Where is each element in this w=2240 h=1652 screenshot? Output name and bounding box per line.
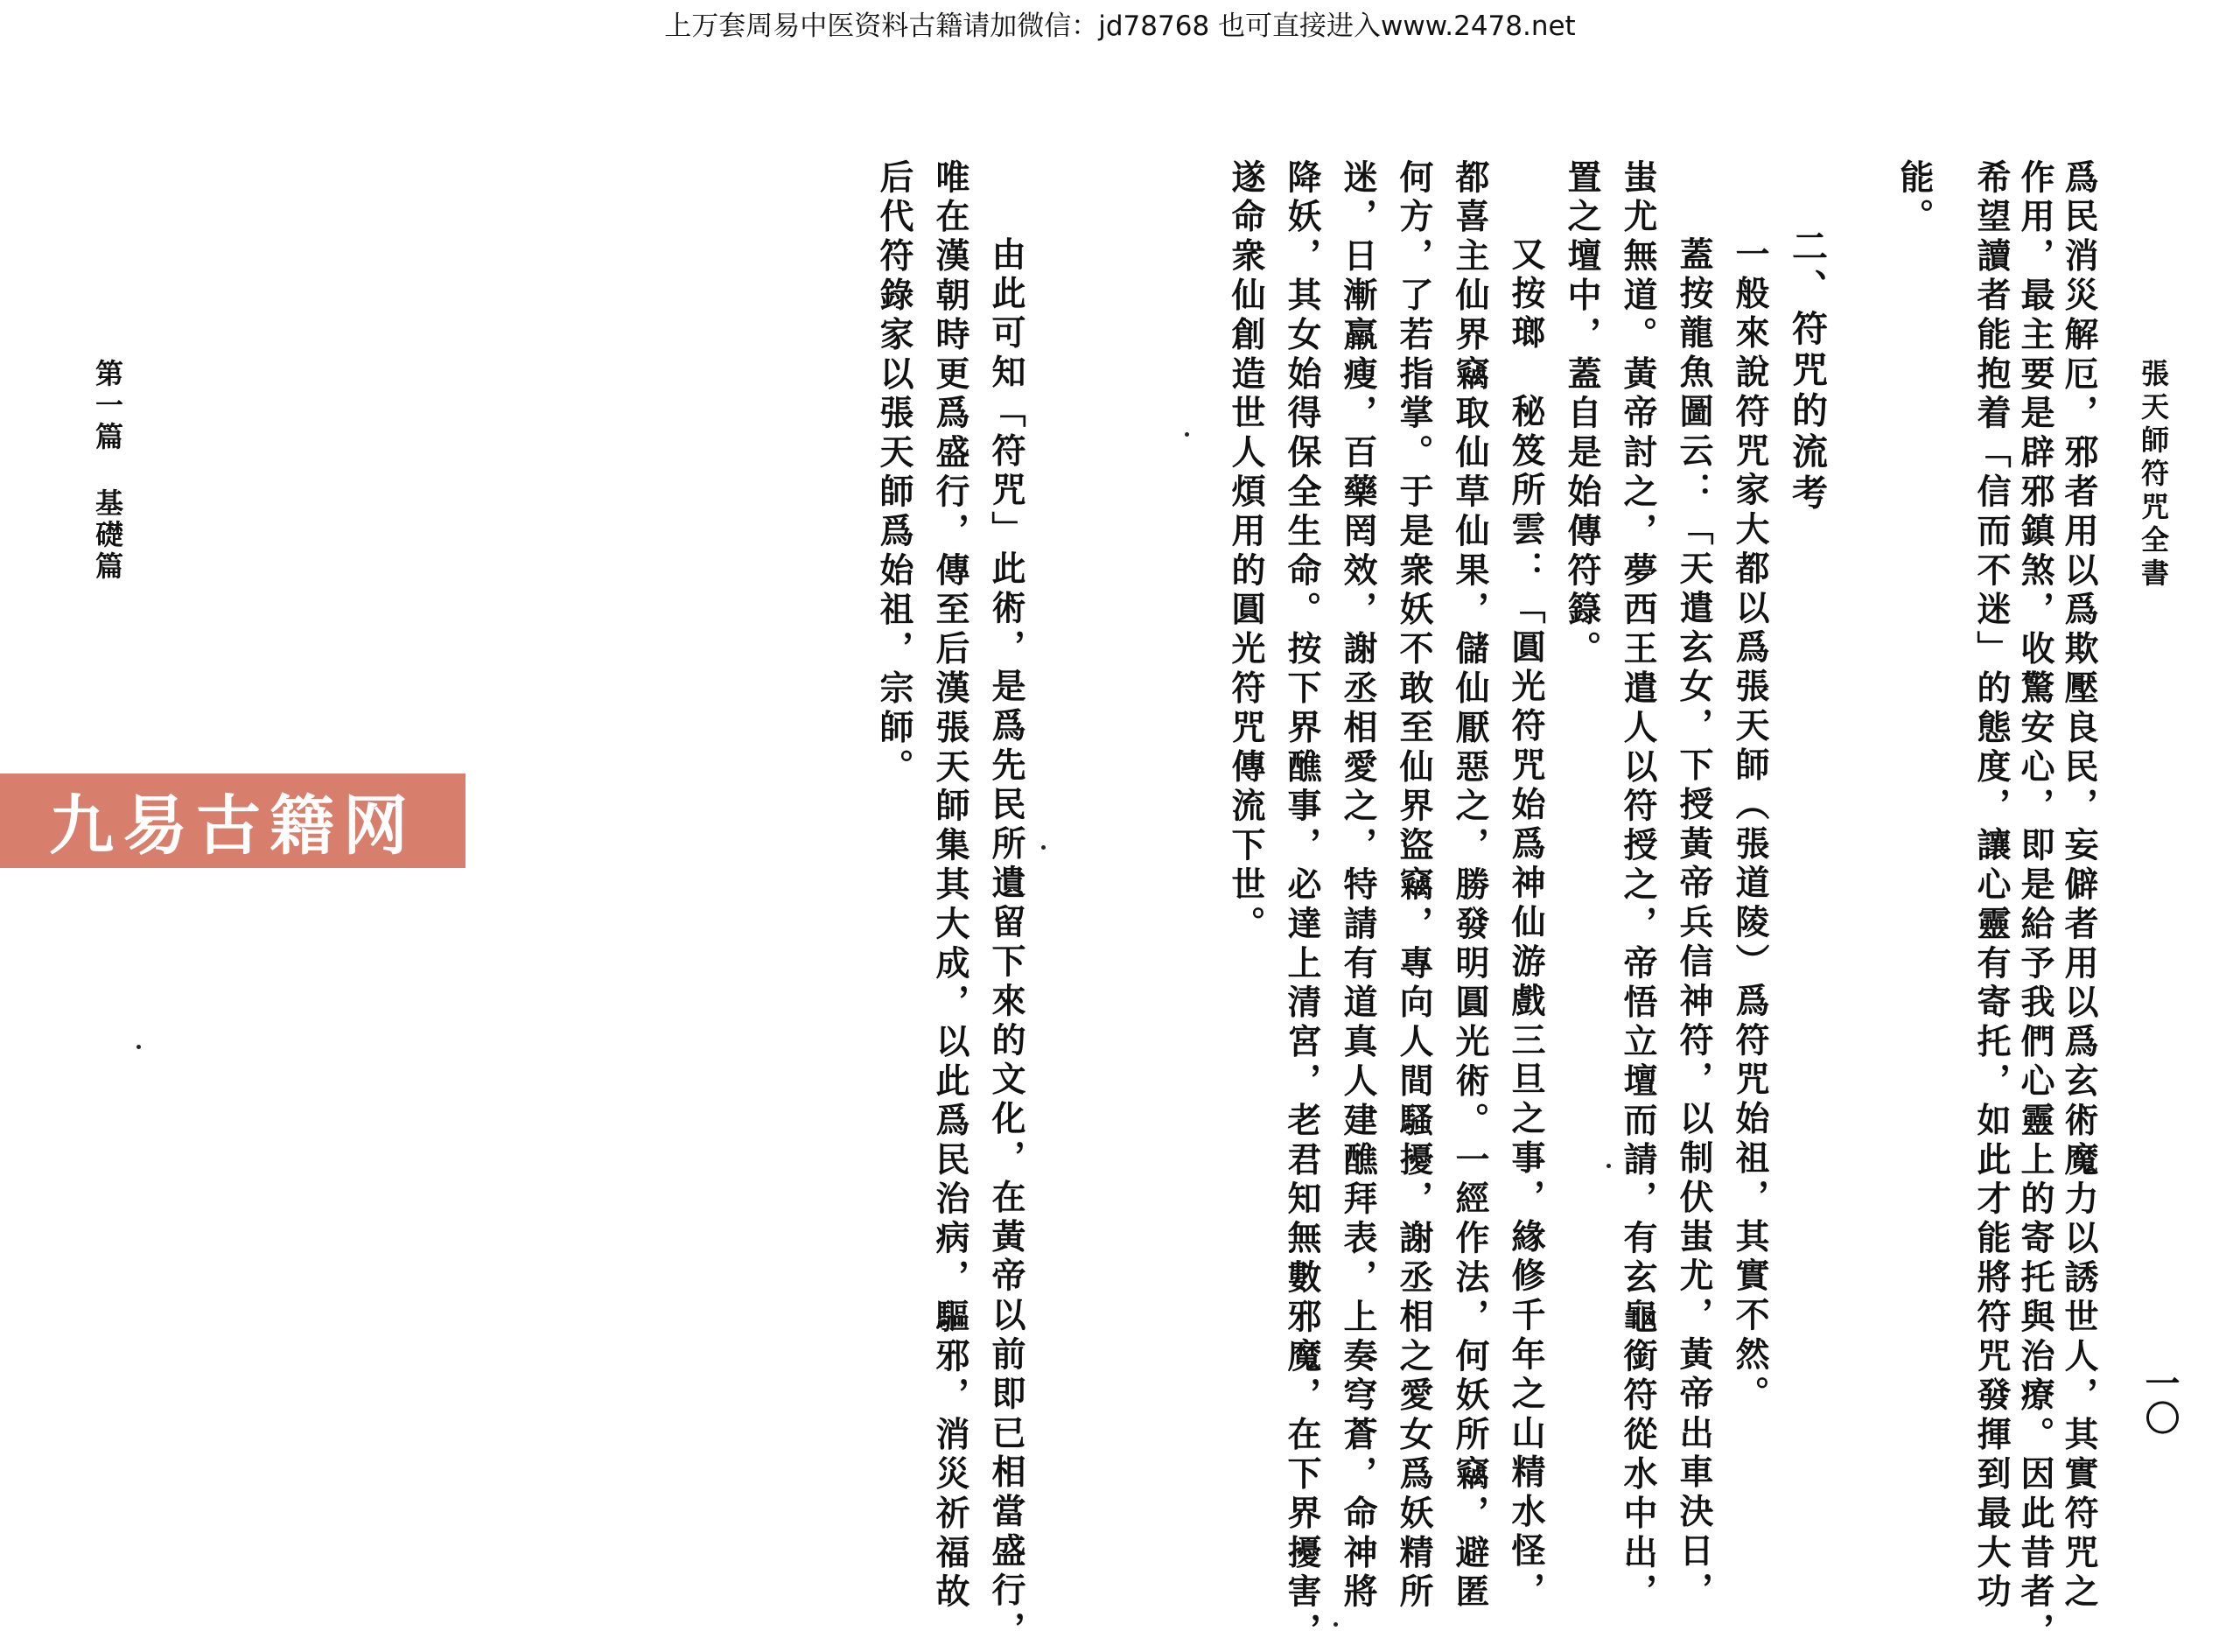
- text-column: 希望讀者能抱着「信而不迷」的態度，讓心靈有寄托，如此才能將符咒發揮到最大功: [1971, 159, 2012, 1614]
- watermark-text: 九易古籍网: [49, 788, 416, 864]
- text-column: 都喜主仙界竊取仙草仙果，儲仙厭惡之，勝發明圓光術。一經作法，何妖所竊，避匿: [1450, 159, 1490, 1614]
- text-column: 降妖，其女始得保全生命。按下界醮事，必達上清宮，老君知無數邪魔，在下界擾害，: [1282, 159, 1322, 1652]
- text-column: 由此可知「符咒」此術，是爲先民所遺留下來的文化，在黃帝以前即已相當盛行，: [986, 236, 1026, 1651]
- text-column: 置之壇中，蓋自是始傳符籙。: [1562, 159, 1602, 670]
- chapter-label: [88, 359, 128, 583]
- watermark-banner: [0, 774, 466, 868]
- page-number: 一〇: [2139, 1365, 2180, 1435]
- text-column: 何方，了若指掌。于是衆妖不敢至仙界盜竊，專向人間騷擾，謝丞相之愛女爲妖精所: [1394, 159, 1434, 1614]
- text-column: 作用，最主要是辟邪鎮煞，收驚安心，即是給予我們心靈上的寄托與治療。因此昔者，: [2015, 159, 2055, 1652]
- scan-speck: [136, 1045, 141, 1049]
- text-column: 唯在漢朝時更爲盛行，傳至后漢張天師集其大成，以此爲民治病，驅邪，消災祈福故: [930, 159, 970, 1614]
- text-column: 一般來說符咒家大都以爲張天師（張道陵）爲符咒始祖，其實不然。: [1730, 236, 1770, 1415]
- text-column: 爲民消災解厄，邪者用以爲欺壓良民，妄僻者用以爲玄術魔力以誘世人，其實符咒之: [2059, 159, 2099, 1614]
- text-column: 又按瑯 秘笈所雲：「圓光符咒始爲神仙游戲三旦之事，緣修千年之山精水怪，: [1506, 236, 1546, 1612]
- section-heading: 二、符咒的流考: [1786, 228, 1828, 515]
- text-column: 蚩尤無道。黃帝討之，夢西王遣人以符授之，帝悟立壇而請，有玄龜銜符從水中出，: [1618, 159, 1658, 1614]
- text-column: 后代符錄家以張天師爲始祖，宗師。: [874, 159, 914, 788]
- chapter-number: 第一篇: [91, 359, 124, 453]
- scan-speck: [1606, 1164, 1611, 1168]
- text-column: 遂命衆仙創造世人煩用的圓光符咒傳流下世。: [1226, 159, 1266, 945]
- top-banner: 上万套周易中医资料古籍请加微信：jd78768 也可直接进入www.2478.net: [664, 10, 1576, 42]
- book-title: 張天師符咒全書: [2137, 359, 2170, 592]
- scan-speck: [1334, 1622, 1338, 1627]
- text-column: 能。: [1894, 159, 1935, 238]
- scan-speck: [1185, 432, 1189, 437]
- scan-speck: [1041, 845, 1046, 850]
- text-column: 蓋按龍魚圖云：「天遣玄女，下授黃帝兵信神符，以制伏蚩尤，黃帝出車決日，: [1674, 236, 1714, 1612]
- text-column: 迷，日漸羸瘦，百藥罔效，謝丞相愛之，特請有道真人建醮拜表，上奏穹蒼，命神將: [1338, 159, 1378, 1614]
- chapter-name: 基礎篇: [91, 488, 124, 583]
